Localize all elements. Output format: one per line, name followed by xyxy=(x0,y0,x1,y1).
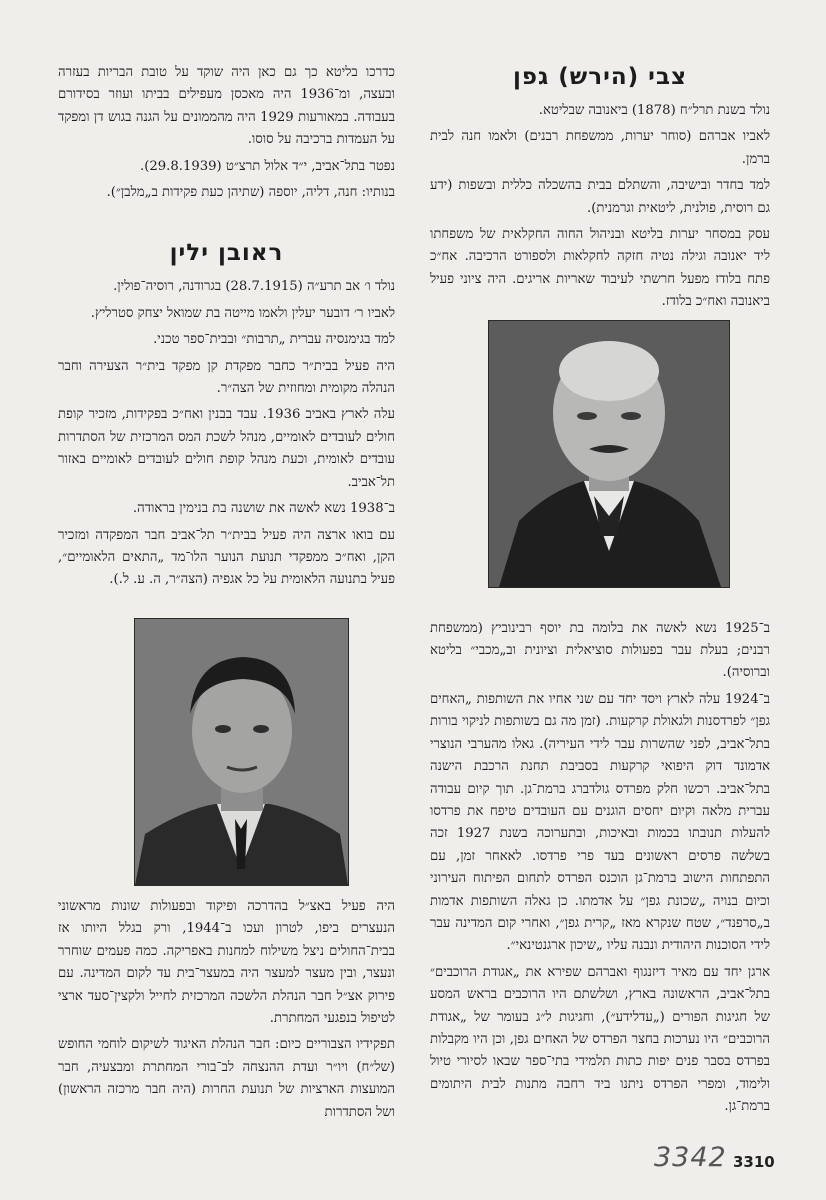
paragraph: ארגן יחד עם מאיר דיזנגוף ואברהם שפירא את „אגודת הרוכבים״ בתל־אביב, הראשונה בארץ, ושלשתם היו הרוכבים בראש המסע של חגיגות הפורים („עדלידע״), וחגיגות ל״ג בעומר של „אגודת הרוכבים״ היו נערכות בחצר הפרדס של האחים גפן, וכן היו מקבלות בפרדס בסבר פנים יפות כתות תלמידי בתי־ספר שבאו לסיורי טיול ולימוד, ומפרי הפרדס ניתנו ביד רחבה מתנות לבית היתומים ברמת־גן. xyxy=(430,964,770,1115)
paragraph: ב־1938 נשא לאשה את שושנה בת בנימין בראודה. xyxy=(132,501,395,517)
paragraph: עם בואו ארצה היה פעיל בבית״ר תל־אביב חבר המפקדה ומזכיר הקן, ואח״כ ממפקדי תנועת הנוער הלו־מד „התאים הלאומיים״, פעיל בתנועה הלאומית על כל אגפיה (הצה״ר, ה. ע. ל.). xyxy=(58,527,395,588)
portrait-photo-yelin xyxy=(134,618,349,886)
portrait-photo-gefen xyxy=(488,320,730,588)
paragraph: עלה לארץ באביב 1936. עבד בבנין ואח״כ בפקידות, מזכיר קופת חולים לעובדים לאומיים, מנהל לשכת המס המרכזית של הסתדרות עובדים לאומית, וכעת מנהל קופת חולים לעובדים לאומיים באזור תל־אביב. xyxy=(58,407,395,490)
paragraph: לאביו ר׳ דובער יעלין ולאמו מייטה בת שמואל יצחק סטרליץ. xyxy=(90,305,395,321)
biography-yelin-continuation xyxy=(58,896,395,1128)
paragraph: בנותיו: חנה, דליה, יוספה (שתיהן כעת פקידות ב„מלבן״). xyxy=(106,185,395,201)
paragraph: למד בחדר ובישיבה, והשתלם בבית בהשכלה כללית ובשפות (ידע גם רוסית, פולנית, ליטאית וגרמנית). xyxy=(430,178,770,216)
paragraph: תפקידיו הצבוריים כיום: חבר הנהלת האיגוד לשיקום לוחמי החופש (של״ח) ויו״ר ועדת ההנצחה לב־בורי המחתרת ומבצעיה, חבר המועצות הארציות של תנועת החרות (היה חבר מרכזה הראשון) ושל הסתדרות xyxy=(58,1037,395,1120)
biography-left-column xyxy=(58,62,395,596)
paragraph: ב־1924 עלה לארץ ויסד יחד עם שני אחיו את השותפות „האחים גפן״ לפרדסנות ולגאולת קרקעות. (זמן מה גם בשותפות לניקוי בורות בתל־אביב, לפני שהשרות עבר לידי העיריה). גאלו מהערבי הנוצרי אדמונד דוק היפואי קרקעות בסביבת תחנת הרכבת הישנה בתל־אביב. רכשו חלק מפרדס גולדברג ברמת־גן. תוך קיום עבודה עברית מלאה וקיום יחסים הוגנים עם העובדים טיפח את פרדסו להעלות תנובתו בכמות ובאיכות, ובתערוכה בשנת 1927 זכה בשלשה פרסים ראשונים בעד פרי פרדסו. לאאחר זמן, עם התפתחות הישוב ברמת־גן הוכנס הפרדס לתחום הפיתוח העירוני וכיום בנויה „שכונת גפן״ על אדמתו. כן גאלה השותפות אדמות ב„סרפנד״, שטח שנקרא מאז „קרית גפן״, ואחרי קום המדינה עבר לידי הסוכנות היהודית ונבנה עליו „שיכון ארגנטינאי״. xyxy=(430,691,771,954)
paragraph: נפטר בתל־אביב, י״ד אלול תרצ״ט (29.8.1939). xyxy=(140,158,395,174)
paragraph: נולד בשנת תרל״ח (1878) ביאנובה שבליטא. xyxy=(538,103,770,118)
paragraph: היה פעיל באצ״ל בהדרכה ופיקוד ובפעולות שונות מראשוני הנעצרים ביפו, לטרון ועכו ב־1944, ורק בגלל היותו אז בבית־החולים ניצל משילוח למחנות באפריקה. כמה פעמים שוחרר ונעצר, ובין מעצר למעצר היה במעצר־בית עד לקום המדינה. עם פירוק אצ״ל חבר הנהלת הלשכה המרכזית לחייל ולקצין־סעד ארצי לטיפול בנפגעי המחתרת. xyxy=(58,899,395,1027)
paragraph: כדרכו בליטא כך גם כאן היה שוקד על טובת הבריות בעזרה ובעצה, ומ־1936 היה מאכסן מעפילים בביתו ועוזר בסידורם בעבודה. במאורעות 1929 היה מהממונים על הגנה בגוש דן ומפקד על העמדות ברכיבה על סוסו. xyxy=(58,65,396,148)
page-number: 3310 xyxy=(733,1153,775,1171)
spacer xyxy=(58,208,395,238)
paragraph: לאביו אברהם (סוחר יערות, ממשפחת רבנים) ולאמו חנה לבית ברמן. xyxy=(430,129,770,167)
handwritten-number: 3342 xyxy=(654,1142,727,1173)
paragraph: היה פעיל בבית״ר כחבר מפקדת קן מפקד בית״ר הצעירה וחבר הנהלה מקומית ומחוזית של הצה״ר. xyxy=(58,358,395,397)
paragraph: נולד ו׳ אב תרע״ה (28.7.1915) בגרודנה, רוסיה־פולין. xyxy=(113,279,395,295)
paragraph: עסק במסחר יערות בליטא ובניהול החוה החקלאית של משפחתו ליד יאנובה וגילה נטיה חזקה לחקלאות ולספורט הרכיבה. אח״כ פתח בלודז מפעל חרשתי לעיבוד שאריות אריגים. היה ציוני פעיל ביאנובה ואח״כ בלודז. xyxy=(430,227,770,310)
biography-title: צבי (הירש) גפן xyxy=(512,64,687,90)
paragraph: למד בגימנסיה עברית „תרבות״ ובבית־ספר טכני. xyxy=(153,332,395,348)
biography-title: ראובן ילין xyxy=(169,240,284,267)
paragraph: ב־1925 נשא לאשה את בלומה בת יוסף רבינוביץ (ממשפחת רבנים; בעלת עבר בפעולות סוציאלית וציונית וב„מכבי״ בליטא וברוסיה). xyxy=(430,620,770,681)
biography-gefen xyxy=(430,62,770,1123)
